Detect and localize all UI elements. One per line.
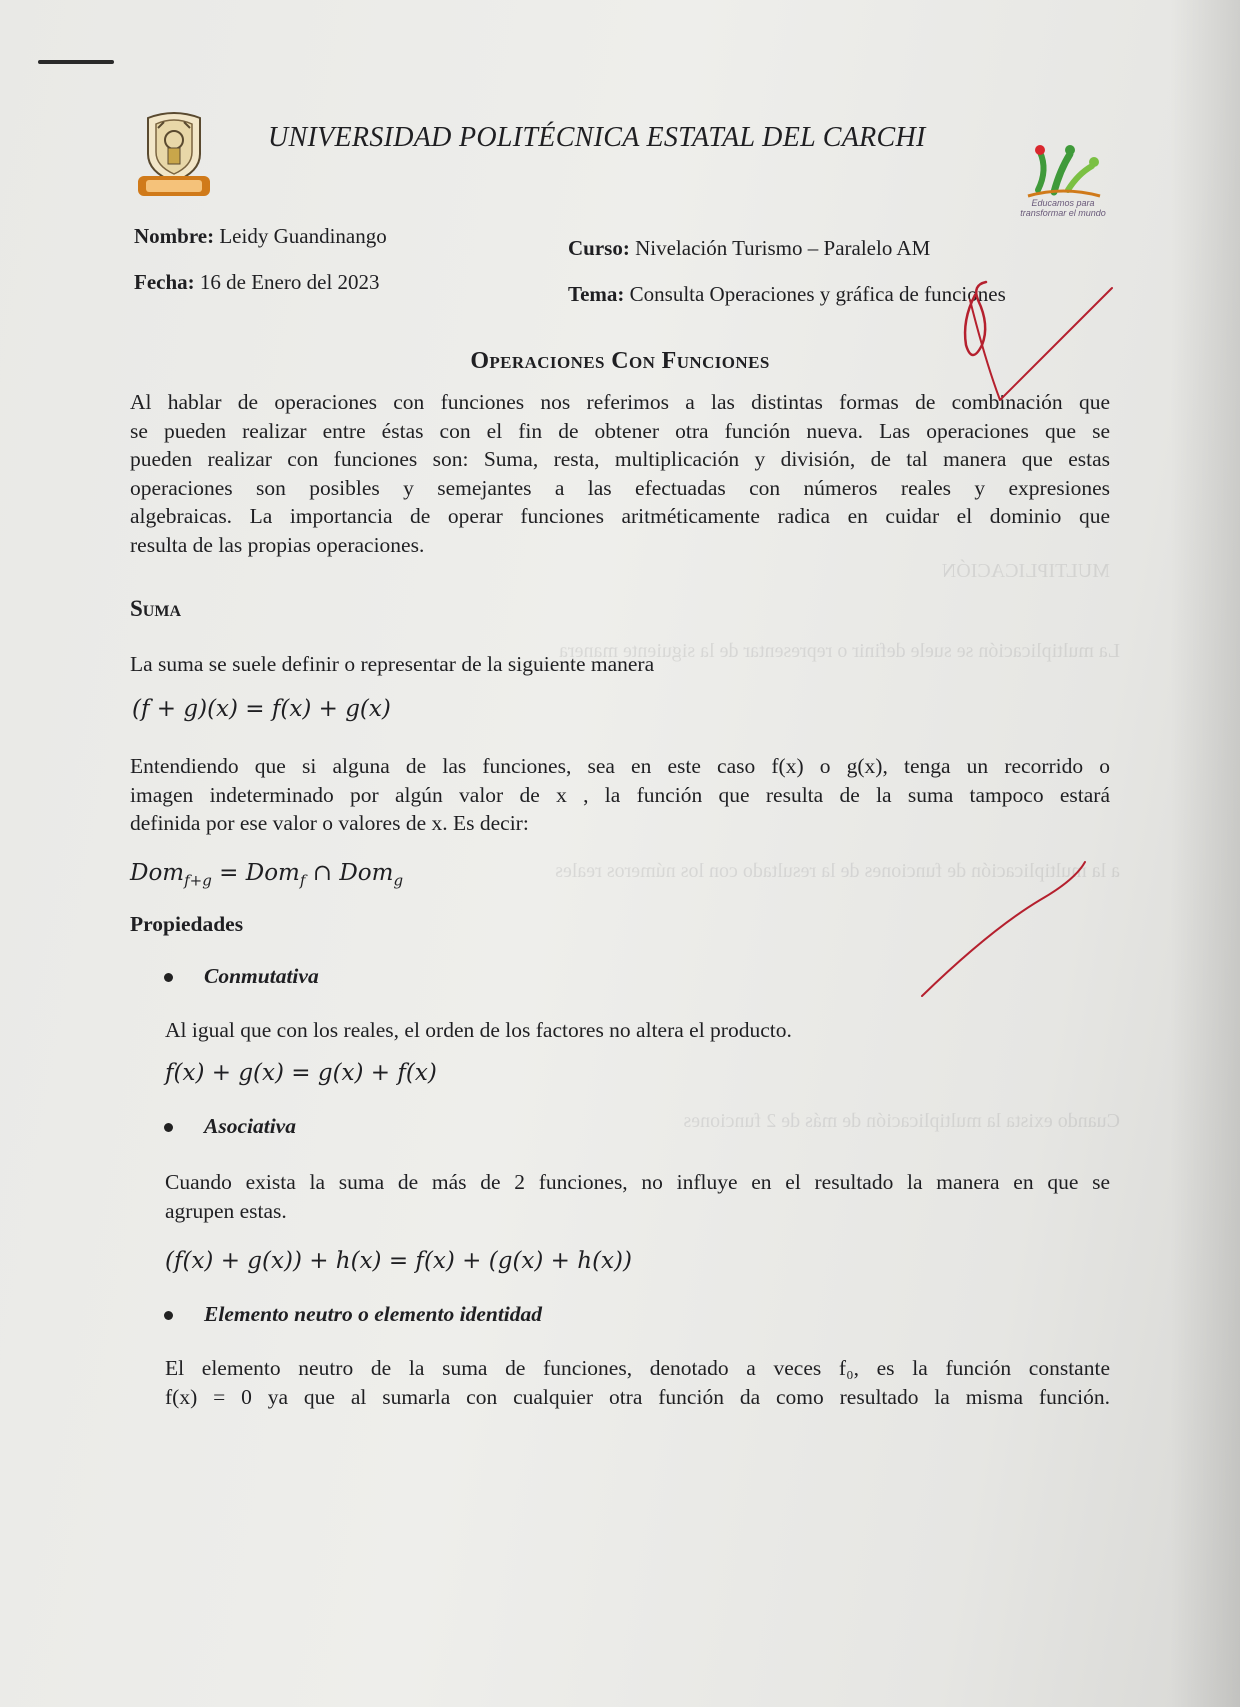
property-line: f(x) = 0 ya que al sumarla con cualquier otra función da como resultado la misma función. [165,1384,1110,1409]
course-field [568,236,930,261]
intro-line: algebraicas. La importancia de operar funciones aritméticamente radica en cuidar el dominio que [130,504,1110,528]
university-name: UNIVERSIDAD POLITÉCNICA ESTATAL DEL CARCHI [268,122,926,153]
dom-text: Dom [339,860,394,886]
intersection-sign: ∩ [305,860,340,886]
name-field [134,224,387,249]
topic-value: Consulta Operaciones y gráfica de funciones [629,282,1006,306]
page-shadow [1170,0,1240,1707]
property-text: Al igual que con los reales, el orden de los factores no altera el producto. [165,1018,792,1042]
dom-text: Dom [130,860,185,886]
property-name: Asociativa [204,1114,296,1138]
slogan-text: Educamos para transformar el mundo [1020,198,1106,218]
dom-subscript: g [393,871,404,890]
property-elemento-neutro [168,1302,542,1327]
explanation-line: definida por ese valor o valores de x. Es decir: [130,811,529,835]
intro-line: se pueden realizar entre éstas con el fin de obtener otra función nueva. Las operaciones que se [130,418,1110,443]
date-field [134,270,380,295]
bullet-icon [164,1123,173,1132]
asociativa-formula: (f(x) + g(x)) + h(x) = f(x) + (g(x) + h(x)) [165,1248,632,1274]
explanation-line: imagen indeterminado por algún valor de x , la función que resulta de la suma tampoco estará [130,782,1110,807]
slogan-logo [1008,140,1118,220]
dom-subscript: f [299,871,306,890]
date-value: 16 de Enero del 2023 [199,270,380,294]
page-title: Operaciones Con Funciones [470,348,770,374]
bleed-through-text: a la multiplicación de funciones de la resultado con los números reales [555,860,1120,882]
suma-explanation [130,752,1110,838]
bullet-icon [164,1311,173,1320]
suma-heading: Suma [130,596,182,621]
intro-line: operaciones son posibles y semejantes a las efectuadas con números reales y expresiones [130,475,1110,500]
topic-field [568,282,1006,307]
intro-paragraph [130,388,1110,559]
people-tree-icon [1008,140,1118,200]
suma-definition: La suma se suele definir o representar de la siguiente manera [130,652,655,676]
staple-mark [38,60,114,64]
property-name: Conmutativa [204,964,319,988]
explanation-line: Entendiendo que si alguna de las funciones, sea en este caso f(x) o g(x), tenga un recorrido o [130,754,1110,778]
intro-line: pueden realizar con funciones son: Suma, resta, multiplicación y división, de tal manera que estas [130,447,1110,471]
intro-line: Al hablar de operaciones con funciones nos referimos a las distintas formas de combinación que [130,390,1110,414]
dom-subscript: f+g [184,871,212,890]
conmutativa-formula: f(x) + g(x) = g(x) + f(x) [165,1060,437,1086]
university-crest-icon [134,110,214,200]
suma-formula: (f + g)(x) = f(x) + g(x) [132,696,391,722]
property-line: Cuando exista la suma de más de 2 funciones, no influye en el resultado la manera en que se [165,1170,1110,1194]
dom-text: Dom [245,860,300,886]
course-value: Nivelación Turismo – Paralelo AM [635,236,931,260]
property-text [165,1354,1110,1411]
equals-sign: = [211,860,246,886]
property-conmutativa [168,964,319,989]
properties-heading: Propiedades [130,912,244,936]
name-label: Nombre: [134,224,215,248]
topic-label: Tema: [568,282,625,306]
bleed-through-text: La multiplicación se suele definir o representar de la siguiente manera [559,640,1120,662]
property-asociativa [168,1114,296,1139]
bullet-icon [164,973,173,982]
property-text [165,1168,1110,1225]
course-label: Curso: [568,236,630,260]
intro-line: resulta de las propias operaciones. [130,532,425,557]
name-value: Leidy Guandinango [219,224,387,248]
bleed-through-text: Cuando exista la multiplicación de más de 2 funciones [683,1110,1120,1132]
property-line: agrupen estas. [165,1198,287,1223]
date-label: Fecha: [134,270,195,294]
property-line: El elemento neutro de la suma de funciones, denotado a veces f₀, es la función constante [165,1356,1110,1380]
property-name: Elemento neutro o elemento identidad [204,1302,543,1326]
domain-formula [130,860,403,890]
bleed-through-text: MULTIPLICACIÓN [941,560,1110,582]
